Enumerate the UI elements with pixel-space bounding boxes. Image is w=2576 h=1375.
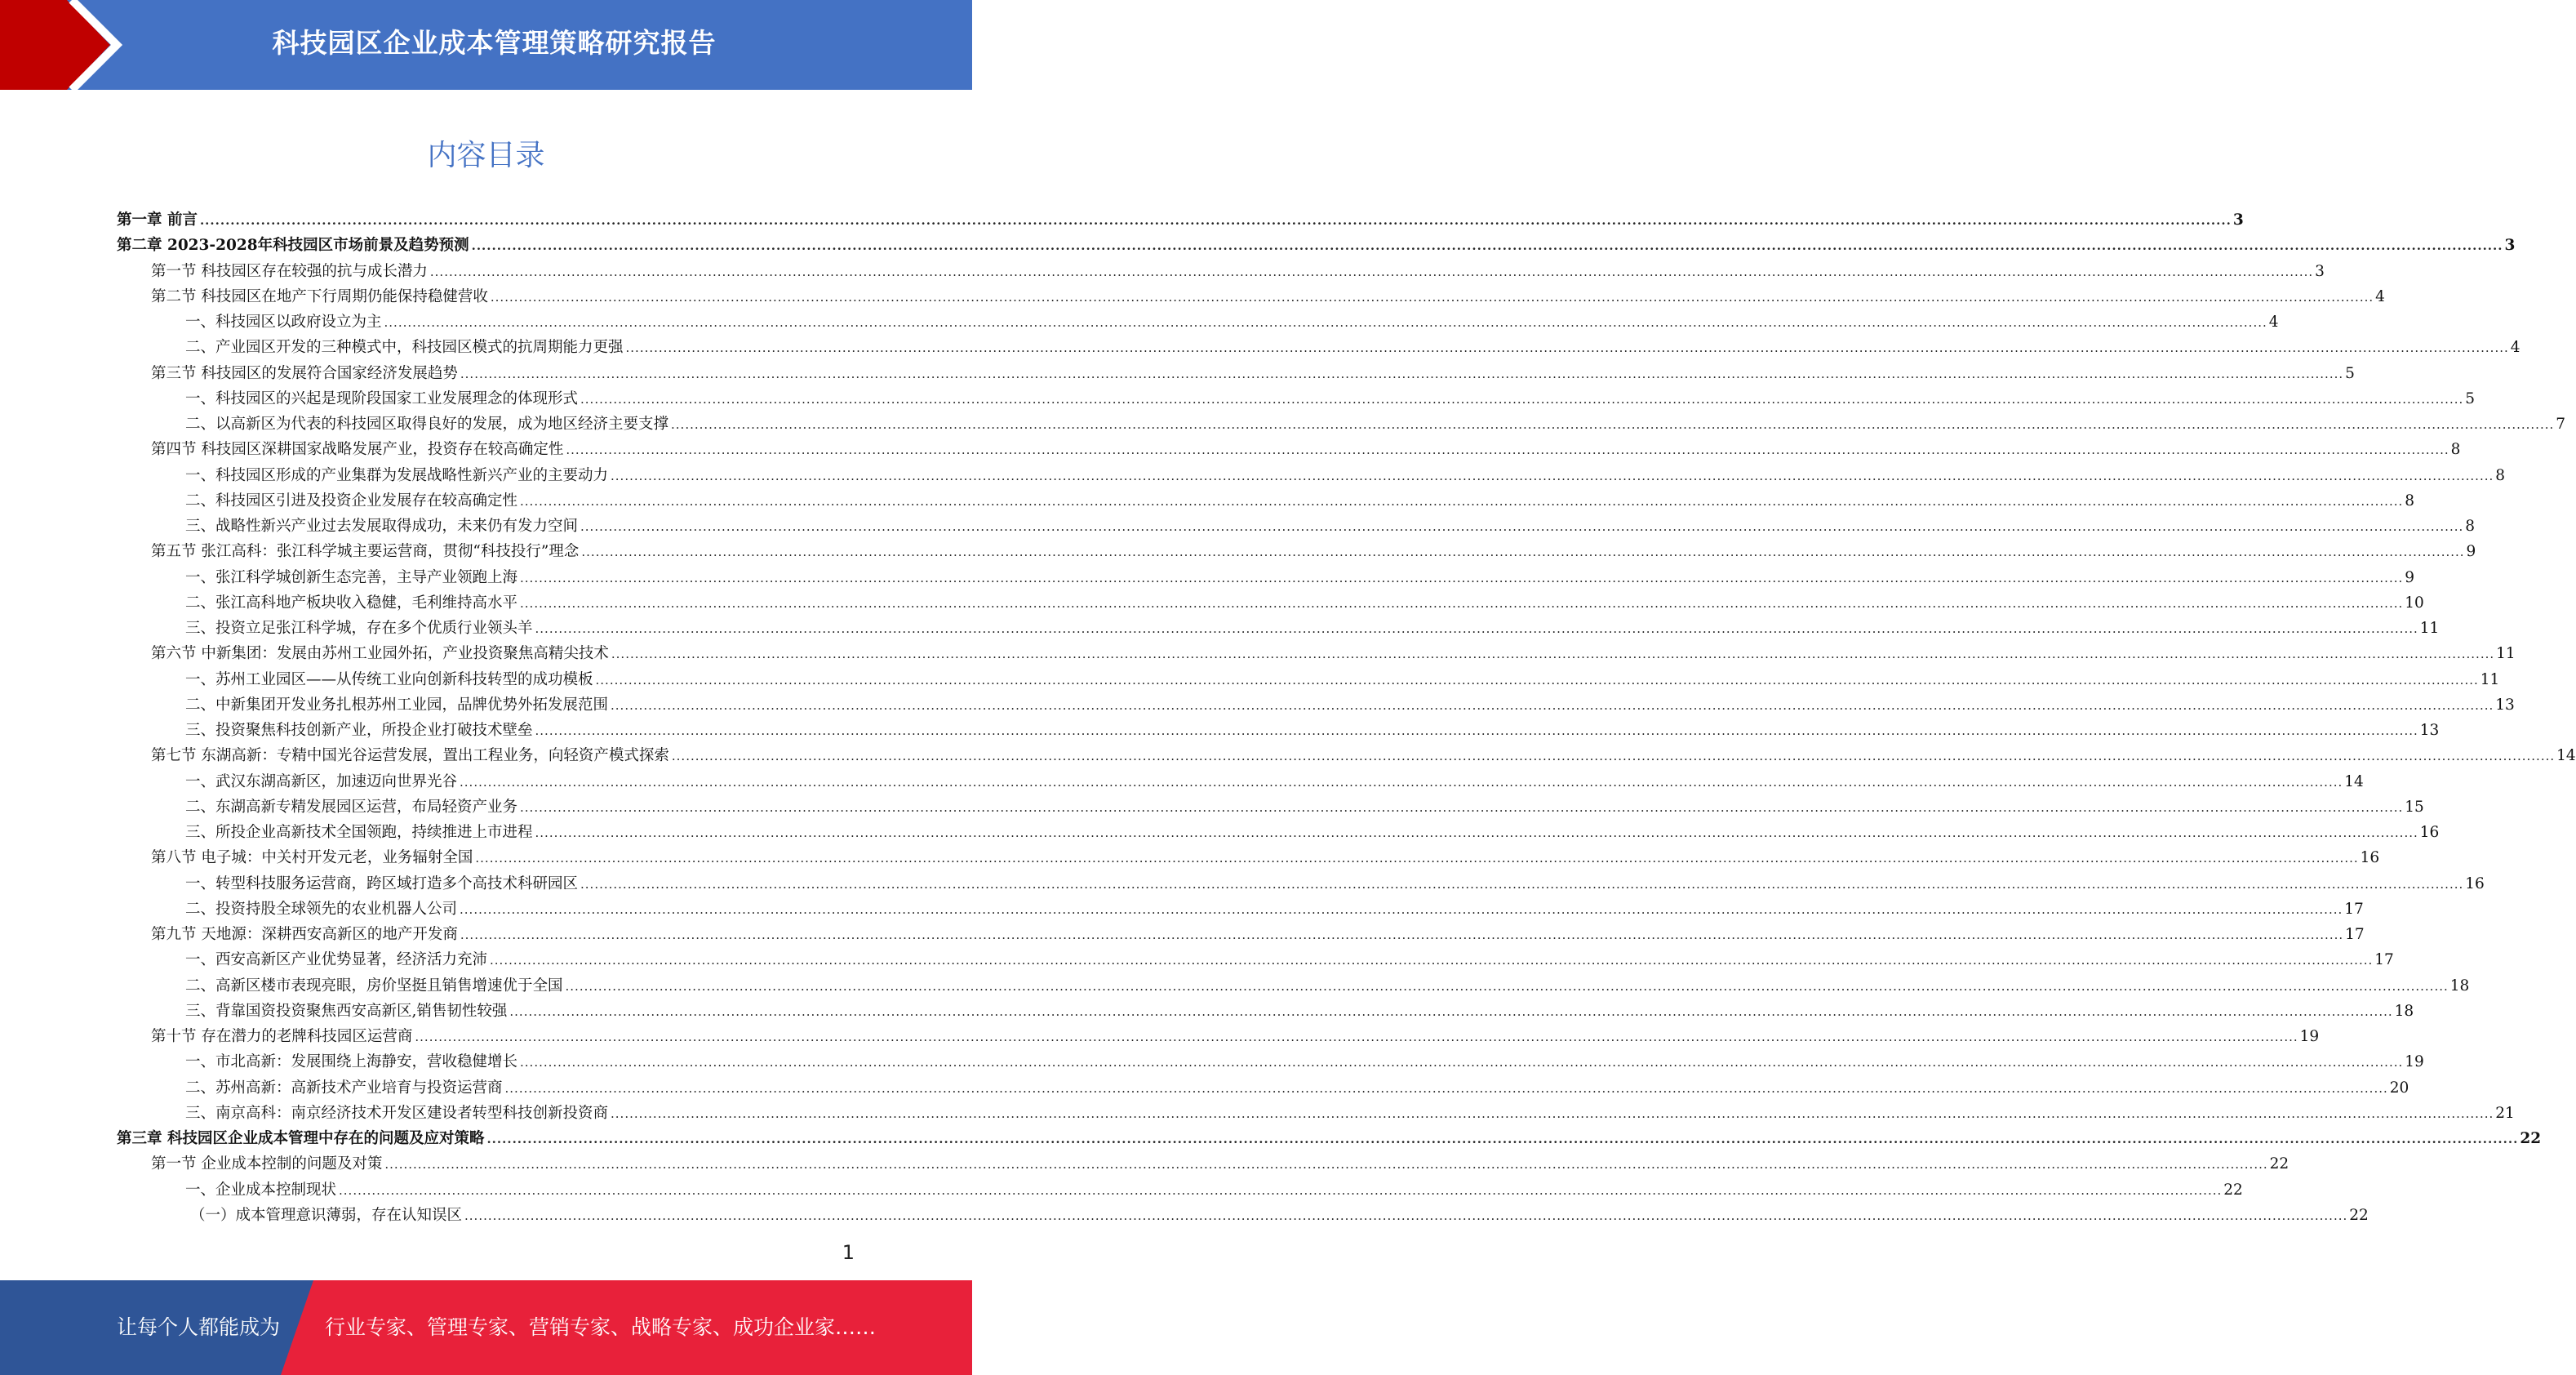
toc-dot-leader: ................................................................................................................................................................................................................................................................................................................................................................................................................ — [490, 953, 2374, 968]
toc-dot-leader: ................................................................................................................................................................................................................................................................................................................................................................................................................ — [535, 621, 2418, 636]
toc-dot-leader: ................................................................................................................................................................................................................................................................................................................................................................................................................ — [429, 264, 2314, 279]
toc-entry-page: 10 — [2405, 594, 2424, 612]
page-number: 1 — [842, 1241, 855, 1264]
toc-dot-leader: ................................................................................................................................................................................................................................................................................................................................................................................................................ — [520, 595, 2404, 611]
toc-entry-page: 8 — [2450, 441, 2461, 459]
toc-dot-leader: ................................................................................................................................................................................................................................................................................................................................................................................................................ — [671, 417, 2555, 432]
toc-dot-leader: ................................................................................................................................................................................................................................................................................................................................................................................................................ — [580, 876, 2464, 892]
toc-entry-title: 三、投资聚焦科技创新产业，所投企业打破技术壁垒 — [185, 722, 533, 739]
toc-entry-page: 5 — [2465, 389, 2476, 407]
toc-entry-page: 22 — [2520, 1130, 2542, 1147]
toc-dot-leader: ................................................................................................................................................................................................................................................................................................................................................................................................................ — [460, 901, 2343, 917]
toc-entry[interactable] — [117, 1024, 2320, 1049]
toc-entry-title: 二、东湖高新专精发展园区运营，布局轻资产业务 — [185, 798, 518, 816]
toc-entry[interactable] — [117, 999, 2414, 1024]
toc-entry-title: 一、西安高新区产业优势显著，经济活力充沛 — [185, 951, 488, 969]
toc-dot-leader: ................................................................................................................................................................................................................................................................................................................................................................................................................ — [535, 825, 2418, 840]
toc-entry[interactable] — [117, 335, 2520, 360]
toc-entry[interactable] — [117, 361, 2355, 386]
toc-entry[interactable] — [117, 284, 2385, 309]
toc-entry-title: 二、产业园区开发的三种模式中，科技园区模式的抗周期能力更强 — [185, 339, 624, 357]
toc-entry-page: 17 — [2344, 900, 2364, 918]
toc-entry-page: 14 — [2344, 772, 2364, 790]
toc-dot-leader: ................................................................................................................................................................................................................................................................................................................................................................................................................ — [199, 213, 2232, 228]
toc-entry[interactable] — [117, 769, 2364, 794]
toc-entry-title: 第二章 2023-2028年科技园区市场前景及趋势预测 — [117, 237, 469, 255]
toc-entry[interactable] — [117, 1101, 2515, 1126]
toc-entry-page: 8 — [2405, 492, 2415, 510]
toc-entry-title: 一、市北高新：发展围绕上海静安，营收稳健增长 — [185, 1053, 518, 1071]
toc-entry[interactable] — [117, 845, 2380, 870]
toc-entry[interactable] — [117, 743, 2576, 768]
toc-entry[interactable] — [117, 488, 2415, 514]
toc-entry-title: 第一节 科技园区存在较强的抗与成长潜力 — [151, 262, 428, 280]
toc-entry-page: 18 — [2449, 977, 2470, 995]
toc-entry[interactable] — [117, 871, 2485, 897]
toc-entry-page: 21 — [2495, 1104, 2515, 1122]
toc-entry-title: 第六节 中新集团：发展由苏州工业园外拓，产业投资聚焦高精尖技术 — [151, 645, 609, 663]
toc-entry-title: 第八节 电子城：中关村开发元老，业务辐射全国 — [151, 849, 473, 867]
toc-entry[interactable] — [117, 259, 2325, 284]
toc-entry-page: 11 — [2419, 620, 2440, 637]
toc-dot-leader: ................................................................................................................................................................................................................................................................................................................................................................................................................ — [490, 289, 2374, 305]
toc-entry-page: 15 — [2405, 798, 2424, 816]
toc-entry-title: 第五节 张江高科：张江科学城主要运营商，贯彻“科技投行”理念 — [151, 543, 580, 561]
toc-dot-leader: ................................................................................................................................................................................................................................................................................................................................................................................................................ — [520, 1055, 2404, 1070]
toc-entry-page: 3 — [2232, 211, 2244, 229]
toc-dot-leader: ................................................................................................................................................................................................................................................................................................................................................................................................................ — [415, 1030, 2298, 1044]
toc-dot-leader: ................................................................................................................................................................................................................................................................................................................................................................................................................ — [611, 697, 2494, 713]
toc-entry[interactable] — [117, 616, 2440, 641]
toc-entry-title: 第七节 东湖高新：专精中国光谷运营发展，置出工程业务，向轻资产模式探索 — [151, 747, 669, 765]
toc-entry[interactable] — [117, 718, 2440, 743]
toc-entry[interactable] — [117, 1177, 2243, 1203]
toc-entry-title: 二、以高新区为代表的科技园区取得良好的发展，成为地区经济主要支撑 — [185, 416, 669, 433]
toc-entry[interactable] — [117, 590, 2424, 616]
toc-entry-title: 第十节 存在潜力的老牌科技园区运营商 — [151, 1028, 413, 1045]
toc-entry[interactable] — [117, 1151, 2290, 1177]
toc-entry-page: 9 — [2466, 543, 2476, 561]
toc-entry-page: 16 — [2360, 849, 2380, 867]
toc-entry-title: 二、苏州高新：高新技术产业培育与投资运营商 — [185, 1079, 503, 1097]
toc-entry-page: 11 — [2496, 645, 2516, 663]
toc-dot-leader: ................................................................................................................................................................................................................................................................................................................................................................................................................ — [611, 647, 2495, 662]
toc-entry-title: 一、张江科学城创新生态完善，主导产业领跑上海 — [185, 568, 518, 586]
header-banner — [0, 0, 972, 90]
toc-entry-title: 一、企业成本控制现状 — [185, 1181, 337, 1199]
toc-entry[interactable] — [117, 539, 2476, 564]
toc-dot-leader: ................................................................................................................................................................................................................................................................................................................................................................................................................ — [671, 749, 2556, 764]
toc-dot-leader: ................................................................................................................................................................................................................................................................................................................................................................................................................ — [460, 366, 2344, 381]
toc-dot-leader: ................................................................................................................................................................................................................................................................................................................................................................................................................ — [384, 1157, 2268, 1173]
toc-entry[interactable] — [117, 412, 2566, 437]
toc-entry[interactable] — [117, 667, 2500, 692]
toc-entry-title: 一、科技园区形成的产业集群为发展战略性新兴产业的主要动力 — [185, 466, 609, 484]
toc-entry-title: 三、所投企业高新技术全国领跑，持续推进上市进程 — [185, 824, 533, 841]
toc-entry-page: 16 — [2465, 874, 2485, 892]
toc-entry-title: （一）成本管理意识薄弱，存在认知误区 — [190, 1206, 463, 1224]
toc-entry-page: 4 — [2268, 314, 2279, 331]
toc-entry[interactable] — [117, 463, 2506, 488]
toc-dot-leader: ................................................................................................................................................................................................................................................................................................................................................................................................................ — [460, 774, 2343, 790]
toc-dot-leader: ................................................................................................................................................................................................................................................................................................................................................................................................................ — [520, 570, 2404, 585]
toc-entry-page: 3 — [2504, 237, 2516, 255]
toc-entry[interactable] — [117, 922, 2365, 947]
toc-entry-page: 18 — [2394, 1002, 2414, 1020]
toc-entry[interactable] — [117, 565, 2415, 590]
toc-entry-title: 一、转型科技服务运营商，跨区域打造多个高技术科研园区 — [185, 874, 579, 892]
toc-entry-title: 三、背靠国资投资聚焦西安高新区,销售韧性较强 — [185, 1002, 508, 1020]
toc-dot-leader: ................................................................................................................................................................................................................................................................................................................................................................................................................ — [580, 519, 2464, 534]
toc-entry-page: 8 — [2465, 518, 2476, 535]
toc-entry[interactable] — [117, 386, 2476, 412]
toc-entry-page: 19 — [2299, 1028, 2320, 1045]
toc-entry-page: 22 — [2223, 1181, 2243, 1199]
toc-entry-title: 第一章 前言 — [117, 211, 198, 229]
toc-entry[interactable] — [117, 207, 2244, 233]
footer-banner — [0, 1280, 972, 1375]
toc-entry-title: 第一节 企业成本控制的问题及对策 — [151, 1155, 383, 1173]
toc-dot-leader: ................................................................................................................................................................................................................................................................................................................................................................................................................ — [566, 443, 2449, 458]
toc-heading: 内容目录 — [427, 139, 545, 172]
toc-entry-page: 5 — [2345, 364, 2355, 382]
toc-entry[interactable] — [117, 1126, 2542, 1151]
toc-entry[interactable] — [117, 1075, 2409, 1101]
toc-entry-title: 三、南京高科：南京经济技术开发区建设者转型科技创新投资商 — [185, 1104, 609, 1122]
toc-entry[interactable] — [117, 947, 2394, 972]
table-of-contents — [117, 207, 2576, 1228]
toc-entry[interactable] — [117, 1203, 2369, 1228]
toc-entry[interactable] — [117, 514, 2476, 539]
toc-entry-page: 20 — [2389, 1079, 2409, 1097]
toc-dot-leader: ................................................................................................................................................................................................................................................................................................................................................................................................................ — [509, 1003, 2393, 1019]
toc-entry[interactable] — [117, 437, 2461, 462]
toc-dot-leader: ................................................................................................................................................................................................................................................................................................................................................................................................................ — [464, 1208, 2348, 1223]
toc-entry-title: 三、战略性新兴产业过去发展取得成功，未来仍有发力空间 — [185, 518, 579, 535]
toc-dot-leader: ................................................................................................................................................................................................................................................................................................................................................................................................................ — [384, 315, 2267, 330]
toc-entry-title: 一、科技园区以政府设立为主 — [185, 314, 382, 331]
toc-dot-leader: ................................................................................................................................................................................................................................................................................................................................................................................................................ — [565, 978, 2449, 994]
toc-entry-title: 第三章 科技园区企业成本管理中存在的问题及应对策略 — [117, 1130, 485, 1147]
toc-entry[interactable] — [117, 1049, 2424, 1075]
toc-dot-leader: ................................................................................................................................................................................................................................................................................................................................................................................................................ — [611, 1106, 2494, 1121]
toc-entry[interactable] — [117, 309, 2279, 335]
toc-entry-page: 7 — [2556, 416, 2566, 433]
toc-dot-leader: ................................................................................................................................................................................................................................................................................................................................................................................................................ — [535, 723, 2418, 738]
toc-entry-page: 14 — [2556, 747, 2576, 765]
toc-entry-title: 一、科技园区的兴起是现阶段国家工业发展理念的体现形式 — [185, 389, 579, 407]
toc-entry-title: 二、中新集团开发业务扎根苏州工业园，品牌优势外拓发展范围 — [185, 696, 609, 714]
toc-entry-title: 二、张江高科地产板块收入稳健，毛利维持高水平 — [185, 594, 518, 612]
toc-entry-title: 一、武汉东湖高新区，加速迈向世界光谷 — [185, 772, 458, 790]
toc-entry-page: 9 — [2405, 568, 2415, 586]
toc-entry[interactable] — [117, 897, 2364, 922]
toc-dot-leader: ................................................................................................................................................................................................................................................................................................................................................................................................................ — [595, 672, 2479, 688]
toc-entry[interactable] — [117, 820, 2440, 845]
toc-dot-leader: ................................................................................................................................................................................................................................................................................................................................................................................................................ — [625, 340, 2509, 356]
toc-dot-leader: ................................................................................................................................................................................................................................................................................................................................................................................................................ — [460, 928, 2344, 942]
toc-entry-page: 19 — [2405, 1053, 2424, 1071]
toc-entry-page: 13 — [2419, 722, 2440, 739]
toc-entry-title: 二、高新区楼市表现亮眼，房价坚挺且销售增速优于全国 — [185, 977, 563, 995]
toc-entry-page: 4 — [2510, 339, 2520, 357]
toc-dot-leader: ................................................................................................................................................................................................................................................................................................................................................................................................................ — [475, 851, 2359, 866]
toc-entry-title: 第四节 科技园区深耕国家战略发展产业，投资存在较高确定性 — [151, 441, 564, 459]
toc-dot-leader: ................................................................................................................................................................................................................................................................................................................................................................................................................ — [581, 545, 2465, 560]
toc-dot-leader: ................................................................................................................................................................................................................................................................................................................................................................................................................ — [504, 1080, 2388, 1096]
toc-entry-page: 4 — [2375, 287, 2385, 305]
footer-slogan-left: 让每个人都能成为 — [117, 1315, 281, 1339]
toc-entry-page: 17 — [2374, 951, 2394, 969]
toc-entry[interactable] — [117, 973, 2470, 999]
toc-entry-page: 3 — [2315, 262, 2325, 280]
toc-entry-page: 16 — [2419, 824, 2440, 841]
footer-slogan-right: 行业专家、管理专家、营销专家、战略专家、成功企业家…… — [325, 1315, 877, 1339]
toc-dot-leader: ................................................................................................................................................................................................................................................................................................................................................................................................................ — [486, 1132, 2519, 1146]
toc-entry-page: 13 — [2495, 696, 2515, 714]
toc-dot-leader: ................................................................................................................................................................................................................................................................................................................................................................................................................ — [471, 238, 2503, 254]
toc-entry[interactable] — [117, 794, 2424, 820]
toc-dot-leader: ................................................................................................................................................................................................................................................................................................................................................................................................................ — [520, 799, 2404, 815]
toc-entry-title: 第三节 科技园区的发展符合国家经济发展趋势 — [151, 364, 458, 382]
toc-dot-leader: ................................................................................................................................................................................................................................................................................................................................................................................................................ — [339, 1182, 2223, 1198]
toc-entry-page: 8 — [2495, 466, 2506, 484]
toc-entry-page: 22 — [2269, 1155, 2290, 1173]
toc-entry[interactable] — [117, 641, 2516, 666]
toc-dot-leader: ................................................................................................................................................................................................................................................................................................................................................................................................................ — [520, 493, 2404, 509]
toc-dot-leader: ................................................................................................................................................................................................................................................................................................................................................................................................................ — [611, 468, 2494, 483]
toc-entry-page: 17 — [2345, 926, 2365, 943]
toc-entry-page: 22 — [2349, 1206, 2369, 1224]
toc-entry[interactable] — [117, 233, 2516, 258]
toc-entry-title: 三、投资立足张江科学城，存在多个优质行业领头羊 — [185, 620, 533, 637]
toc-entry-title: 二、科技园区引进及投资企业发展存在较高确定性 — [185, 492, 518, 510]
toc-dot-leader: ................................................................................................................................................................................................................................................................................................................................................................................................................ — [580, 391, 2464, 407]
toc-entry[interactable] — [117, 692, 2515, 718]
toc-entry-page: 11 — [2480, 670, 2500, 688]
toc-entry-title: 第二节 科技园区在地产下行周期仍能保持稳健营收 — [151, 287, 488, 305]
toc-entry-title: 第九节 天地源：深耕西安高新区的地产开发商 — [151, 926, 458, 943]
toc-entry-title: 二、投资持股全球领先的农业机器人公司 — [185, 900, 458, 918]
toc-entry-title: 一、苏州工业园区——从传统工业向创新科技转型的成功模板 — [185, 670, 593, 688]
report-title: 科技园区企业成本管理策略研究报告 — [272, 27, 717, 59]
